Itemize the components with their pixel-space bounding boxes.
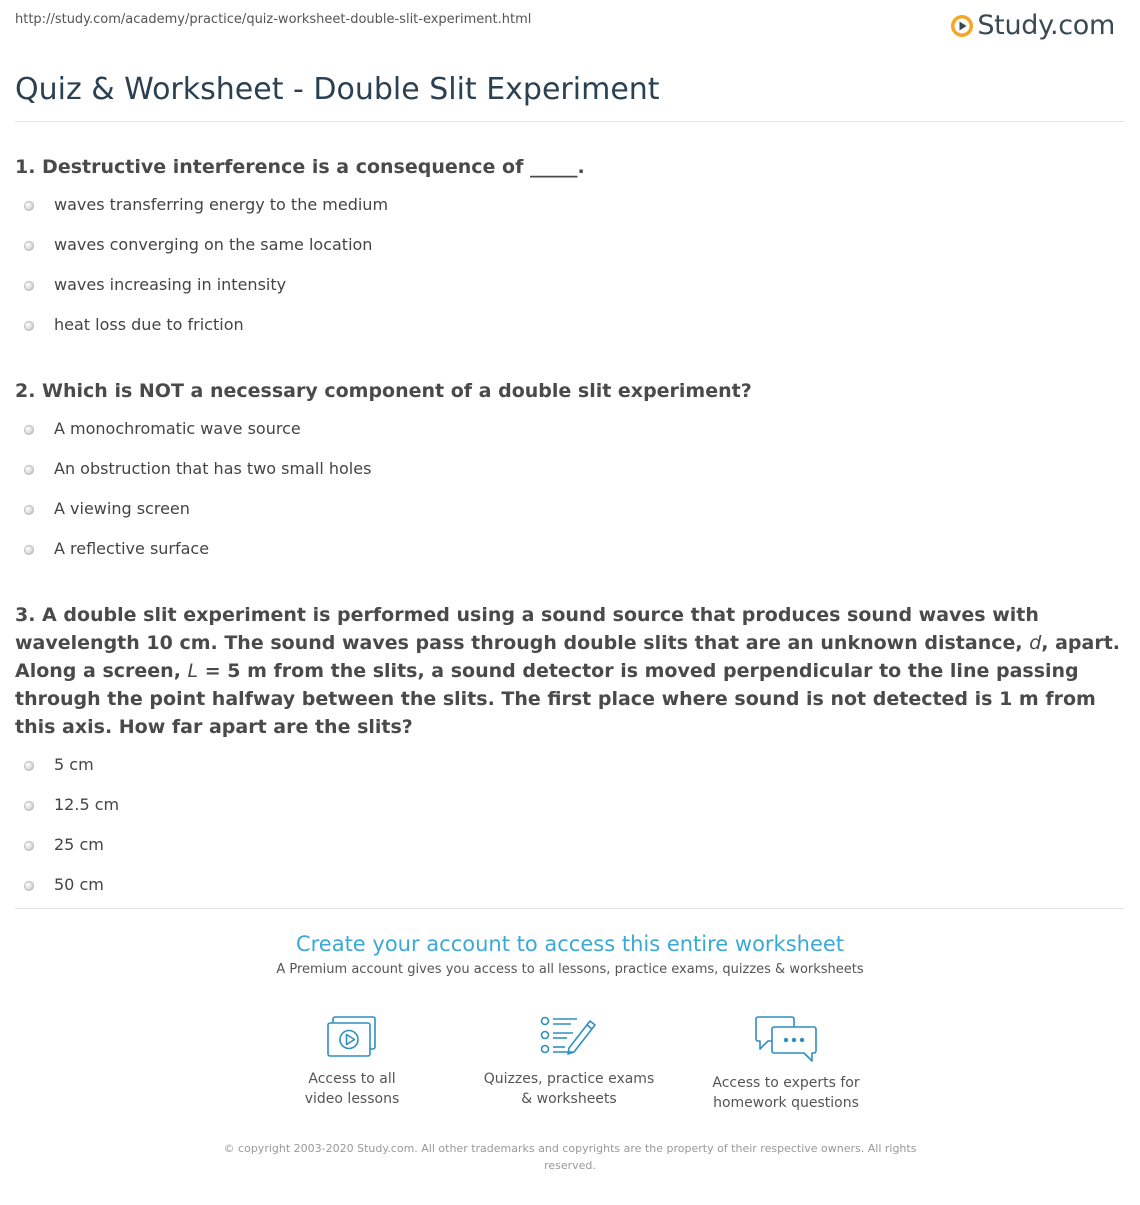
play-logo-icon bbox=[950, 14, 974, 38]
radio-button[interactable] bbox=[24, 761, 34, 771]
radio-button[interactable] bbox=[24, 425, 34, 435]
feature-label-line: video lessons bbox=[304, 1091, 400, 1107]
feature-label bbox=[469, 1069, 669, 1109]
question-text-part: , apart. Along a screen, bbox=[15, 632, 1121, 682]
answer-options bbox=[15, 195, 1125, 355]
answer-option[interactable] bbox=[15, 795, 1125, 835]
answer-label: A monochromatic wave source bbox=[54, 419, 301, 438]
answer-option[interactable] bbox=[15, 875, 1125, 915]
page-url: http://study.com/academy/practice/quiz-worksheet-double-slit-experiment.html bbox=[15, 12, 532, 27]
variable-d: d bbox=[1029, 632, 1042, 654]
question-text: 2. Which is NOT a necessary component of a double slit experiment? bbox=[15, 380, 752, 402]
feature-quizzes bbox=[469, 1015, 669, 1109]
feature-video-lessons bbox=[252, 1015, 452, 1109]
question-2 bbox=[15, 377, 1125, 579]
title-divider bbox=[15, 121, 1125, 122]
radio-button[interactable] bbox=[24, 801, 34, 811]
answer-options bbox=[15, 755, 1125, 915]
question-text bbox=[15, 601, 1125, 741]
radio-button[interactable] bbox=[24, 241, 34, 251]
radio-button[interactable] bbox=[24, 201, 34, 211]
radio-button[interactable] bbox=[24, 545, 34, 555]
answer-label: An obstruction that has two small holes bbox=[54, 459, 372, 478]
radio-button[interactable] bbox=[24, 321, 34, 331]
page-title: Quiz & Worksheet - Double Slit Experiment bbox=[15, 72, 660, 107]
answer-label: waves increasing in intensity bbox=[54, 275, 287, 294]
answer-option[interactable] bbox=[15, 275, 1125, 315]
answer-option[interactable] bbox=[15, 315, 1125, 355]
radio-button[interactable] bbox=[24, 881, 34, 891]
feature-label-line: homework questions bbox=[713, 1095, 859, 1111]
answer-label: A viewing screen bbox=[54, 499, 190, 518]
feature-label bbox=[686, 1073, 886, 1113]
question-3 bbox=[15, 601, 1125, 915]
answer-option[interactable] bbox=[15, 499, 1125, 539]
video-lesson-icon bbox=[326, 1015, 378, 1059]
question-text-part: 3. A double slit experiment is performed using a sound source that produces sound waves with wavelength 10 cm. The sound waves pass through double slits that are an unknown distance, bbox=[15, 604, 1039, 654]
question-text: 1. Destructive interference is a consequence of _____. bbox=[15, 156, 585, 178]
feature-label-line: Access to experts for bbox=[712, 1075, 860, 1091]
answer-option[interactable] bbox=[15, 419, 1125, 459]
feature-label-line: & worksheets bbox=[521, 1091, 617, 1107]
answer-options bbox=[15, 419, 1125, 579]
study-logo[interactable] bbox=[950, 11, 1115, 41]
section-divider bbox=[15, 908, 1125, 909]
answer-label: waves converging on the same location bbox=[54, 235, 373, 254]
feature-label-line: Quizzes, practice exams bbox=[483, 1071, 655, 1087]
feature-experts bbox=[686, 1015, 886, 1113]
radio-button[interactable] bbox=[24, 465, 34, 475]
answer-option[interactable] bbox=[15, 195, 1125, 235]
answer-option[interactable] bbox=[15, 755, 1125, 795]
radio-button[interactable] bbox=[24, 841, 34, 851]
radio-button[interactable] bbox=[24, 505, 34, 515]
radio-button[interactable] bbox=[24, 281, 34, 291]
question-text-part: = 5 m from the slits, a sound detector is moved perpendicular to the line passing through the point halfway between the slits. The first place where sound is not detected is 1 m from this axis. How far apart are the slits? bbox=[15, 660, 1096, 738]
signup-callout bbox=[15, 930, 1125, 977]
expert-chat-icon bbox=[754, 1015, 818, 1063]
feature-label bbox=[252, 1069, 452, 1109]
answer-label: waves transferring energy to the medium bbox=[54, 195, 389, 214]
quiz-checklist-icon bbox=[539, 1015, 599, 1059]
variable-l: L bbox=[187, 660, 199, 682]
answer-label: heat loss due to friction bbox=[54, 315, 244, 334]
logo-text: Study.com bbox=[977, 10, 1115, 41]
answer-label: 25 cm bbox=[54, 835, 104, 854]
answer-option[interactable] bbox=[15, 835, 1125, 875]
answer-label: 12.5 cm bbox=[54, 795, 120, 814]
copyright-footer: © copyright 2003-2020 Study.com. All other trademarks and copyrights are the property of their respective owners. All rights reserved. bbox=[223, 1142, 917, 1172]
question-1 bbox=[15, 153, 1125, 355]
answer-option[interactable] bbox=[15, 539, 1125, 579]
signup-subtitle: A Premium account gives you access to all lessons, practice exams, quizzes & worksheets bbox=[276, 962, 864, 977]
answer-label: A reflective surface bbox=[54, 539, 210, 558]
signup-link[interactable]: Create your account to access this entire worksheet bbox=[295, 932, 845, 956]
answer-option[interactable] bbox=[15, 459, 1125, 499]
answer-label: 5 cm bbox=[54, 755, 94, 774]
answer-label: 50 cm bbox=[54, 875, 104, 894]
top-bar bbox=[15, 11, 1125, 41]
feature-label-line: Access to all bbox=[308, 1071, 396, 1087]
answer-option[interactable] bbox=[15, 235, 1125, 275]
